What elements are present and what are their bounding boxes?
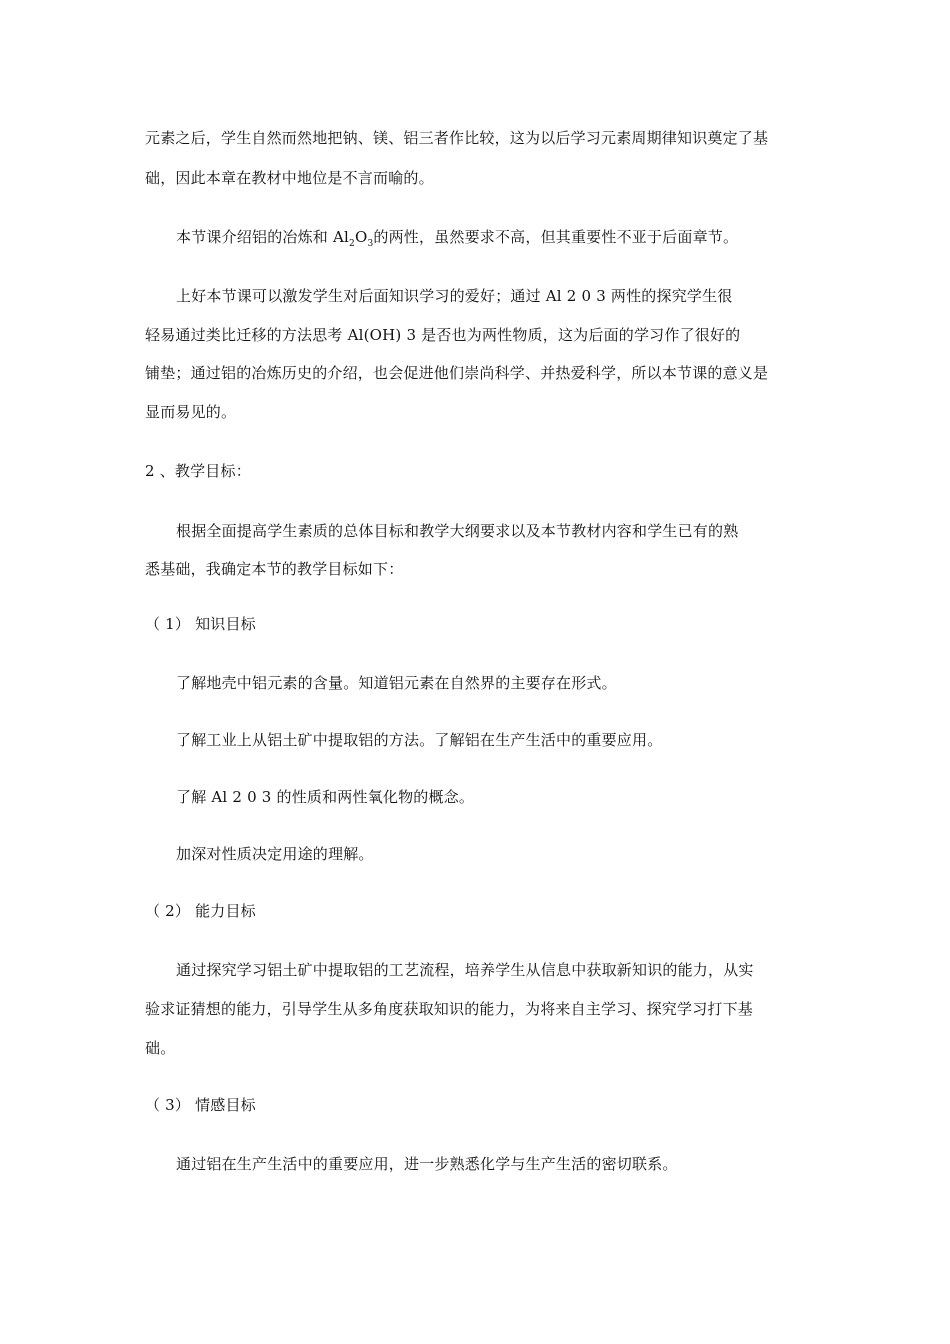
list-item: 了解工业上从铝土矿中提取铝的方法。了解铝在生产生活中的重要应用。 [176,731,663,749]
paragraph-line: 通过探究学习铝土矿中提取铝的工艺流程，培养学生从信息中获取新知识的能力，从实 [176,961,754,979]
subsection-heading: （ 2） 能力目标 [145,902,256,920]
subscript: 2 [349,239,355,249]
paragraph-line: 元素之后，学生自然而然地把钠、镁、铝三者作比较，这为以后学习元素周期律知识奠定了基 [145,129,769,147]
paragraph-line: 悉基础，我确定本节的教学目标如下： [145,560,404,578]
paragraph-line: 上好本节课可以激发学生对后面知识学习的爱好；通过 Al 2 0 3 两性的探究学生很 [176,287,733,305]
paragraph-line: 通过铝在生产生活中的重要应用，进一步熟悉化学与生产生活的密切联系。 [176,1155,678,1173]
paragraph-line: 础，因此本章在教材中地位是不言而喻的。 [145,169,434,187]
paragraph-line: 验求证猜想的能力，引导学生从多角度获取知识的能力，为将来自主学习、探究学习打下基 [145,1000,754,1018]
paragraph-line [176,226,738,247]
list-item: 了解地壳中铝元素的含量。知道铝元素在自然界的主要存在形式。 [176,674,617,692]
subsection-heading: （ 3） 情感目标 [145,1096,256,1114]
text-fragment: 本节课介绍铝的冶炼和 Al [176,228,349,246]
paragraph-line: 铺垫；通过铝的冶炼历史的介绍，也会促进他们崇尚科学、并热爱科学，所以本节课的意义是 [145,364,769,382]
paragraph-line: 显而易见的。 [145,403,237,421]
text-fragment: O [354,228,368,246]
text-fragment: 的两性，虽然要求不高，但其重要性不亚于后面章节。 [373,228,739,246]
paragraph-line: 础。 [145,1039,176,1057]
subsection-heading: （ 1） 知识目标 [145,615,256,633]
paragraph-line: 根据全面提高学生素质的总体目标和教学大纲要求以及本节教材内容和学生已有的熟 [176,522,739,540]
subscript: 3 [367,239,374,249]
list-item: 加深对性质决定用途的理解。 [176,845,374,863]
paragraph-line: 轻易通过类比迁移的方法思考 Al(OH) 3 是否也为两性物质，这为后面的学习作了很好的 [145,326,741,344]
section-heading: 2 、教学目标： [145,462,251,480]
list-item: 了解 Al 2 0 3 的性质和两性氧化物的概念。 [176,788,475,806]
